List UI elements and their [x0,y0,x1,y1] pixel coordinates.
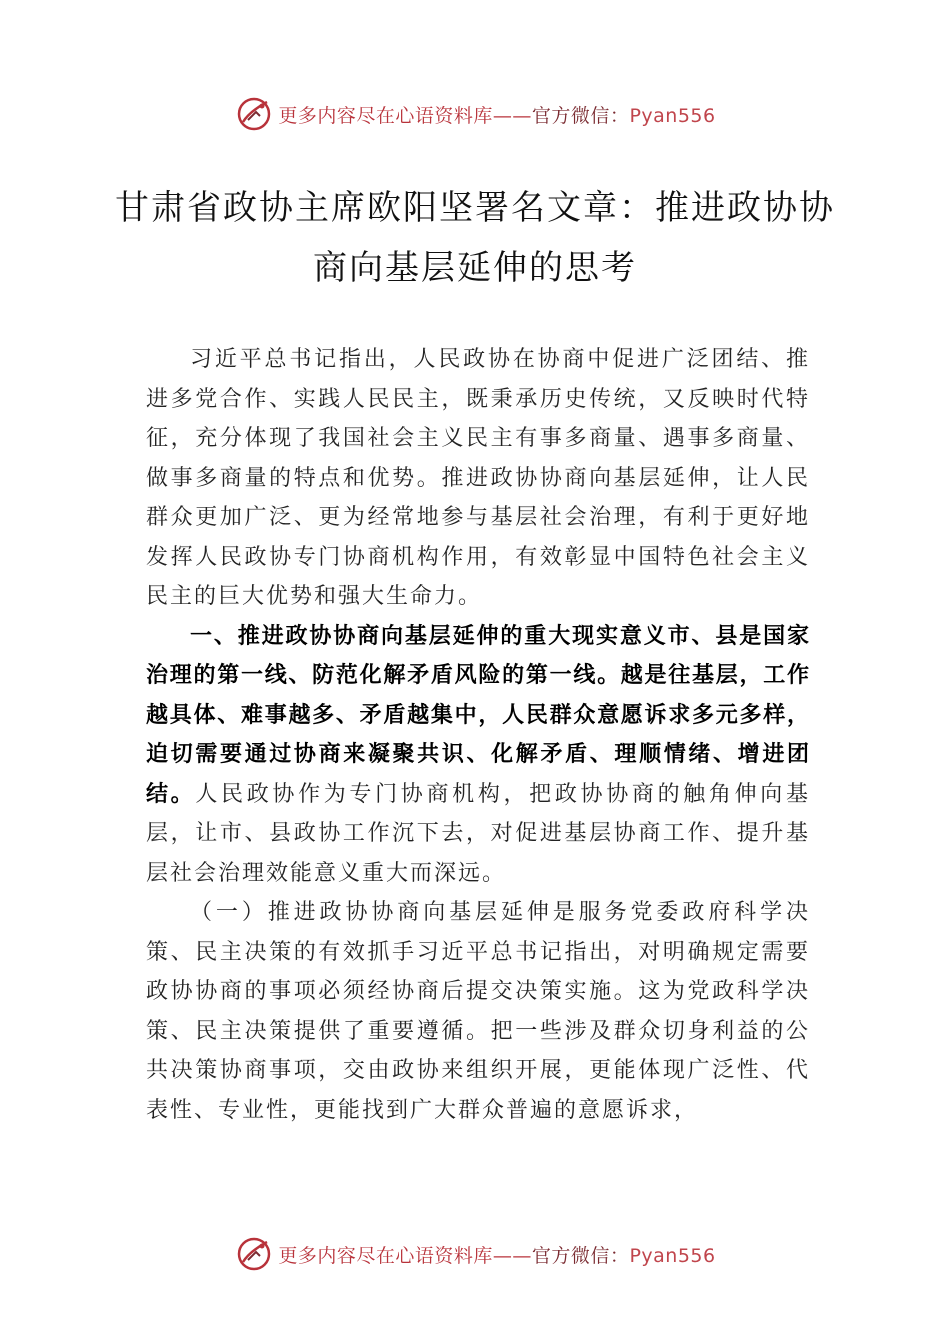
paragraph-2-text: 人民政协作为专门协商机构，把政协协商的触角伸向基层，让市、县政协工作沉下去，对促进基层协商工作、提升基层社会治理效能意义重大而深远。 [146,781,810,886]
header-banner [0,92,950,136]
footer-banner [0,1232,950,1276]
header-promo-text [278,101,715,128]
paragraph-2 [146,617,810,894]
brand-logo-icon [234,1234,274,1274]
footer-promo: 更多内容尽在心语资料库 [278,1244,493,1267]
paragraph-3: （一）推进政协协商向基层延伸是服务党委政府科学决策、民主决策的有效抓手习近平总书记指出，对明确规定需要政协协商的事项必须经协商后提交决策实施。这为党政科学决策、民主决策提供了重要遵循。把一些涉及群众切身利益的公共决策协商事项，交由政协来组织开展，更能体现广泛性、代表性、专业性，更能找到广大群众普遍的意愿诉求， [146,900,810,1123]
article-title: 甘肃省政协主席欧阳坚署名文章：推进政协协商向基层延伸的思考 [115,188,835,288]
footer-separator: —— [492,1244,532,1267]
footer-wechat-label: 官方微信： [531,1244,630,1267]
brand-logo-icon [234,94,274,134]
header-wechat-id: Pyan556 [629,104,716,127]
footer-wechat-id: Pyan556 [629,1244,716,1267]
article-body [146,340,810,1130]
header-wechat-label: 官方微信： [531,104,630,127]
footer-promo-text [278,1241,715,1268]
header-separator: —— [492,104,532,127]
header-promo: 更多内容尽在心语资料库 [278,104,493,127]
section-heading-1: 一、推进政协协商向基层延伸的重大现实意义市、县是国家治理的第一线、防范化解矛盾风险的第一线。越是往基层，工作越具体、难事越多、矛盾越集中，人民群众意愿诉求多元多样，迫切需要通过协商来凝聚共识、化解矛盾、理顺情绪、增进团结。 [146,623,810,807]
paragraph-1: 习近平总书记指出，人民政协在协商中促进广泛团结、推进多党合作、实践人民民主，既秉承历史传统，又反映时代特征，充分体现了我国社会主义民主有事多商量、遇事多商量、做事多商量的特点和优势。推进政协协商向基层延伸，让人民群众更加广泛、更为经常地参与基层社会治理，有利于更好地发挥人民政协专门协商机构作用，有效彰显中国特色社会主义民主的巨大优势和强大生命力。 [146,347,810,609]
